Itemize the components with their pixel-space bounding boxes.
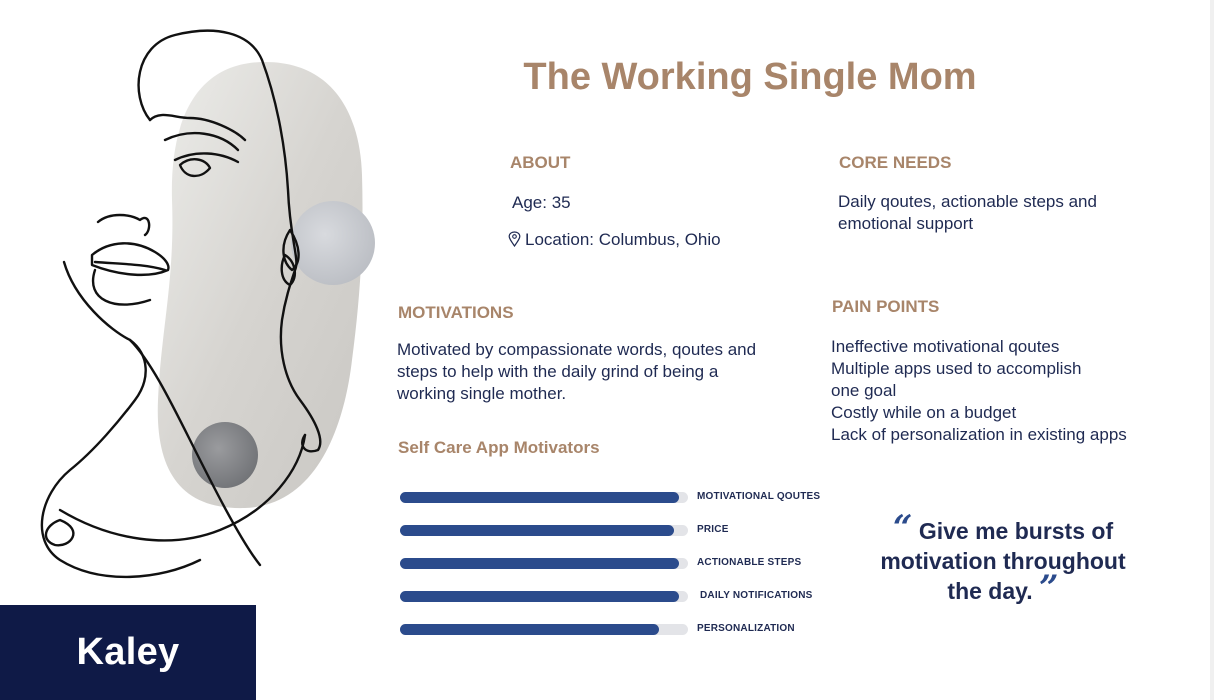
pain-points-list	[831, 336, 1127, 446]
app-motivators-heading: Self Care App Motivators	[398, 438, 600, 457]
motivator-label: DAILY NOTIFICATIONS	[700, 590, 813, 601]
motivator-row	[400, 587, 840, 620]
quote-text-line: the day.	[947, 578, 1033, 604]
close-quote-icon: ”	[1039, 568, 1059, 608]
persona-quote	[858, 508, 1148, 608]
motivator-row	[400, 488, 840, 521]
pain-point-item: Lack of personalization in existing apps	[831, 425, 1127, 444]
pain-point-item: Ineffective motivational qoutes	[831, 337, 1060, 356]
motivator-bar-fill	[400, 591, 679, 602]
persona-name: Kaley	[76, 631, 180, 673]
core-needs-text	[838, 191, 1097, 235]
pain-point-item: one goal	[831, 381, 897, 400]
stone-shape	[158, 62, 363, 508]
pain-points-heading: PAIN POINTS	[832, 297, 940, 316]
portrait-illustration	[0, 0, 420, 600]
motivator-label: MOTIVATIONAL QOUTES	[697, 491, 821, 502]
motivator-bar-fill	[400, 492, 679, 503]
motivations-line: working single mother.	[397, 384, 567, 403]
motivator-row	[400, 620, 840, 653]
quote-line-1	[858, 508, 1148, 548]
motivator-bar-track	[400, 525, 688, 536]
motivations-text	[397, 339, 756, 405]
motivator-bar-fill	[400, 558, 679, 569]
core-needs-line: emotional support	[838, 214, 974, 233]
motivator-row	[400, 554, 840, 587]
motivator-label: ACTIONABLE STEPS	[697, 557, 802, 568]
persona-title: The Working Single Mom	[523, 56, 977, 98]
motivator-bar-track	[400, 492, 688, 503]
motivator-row	[400, 521, 840, 554]
core-needs-line: Daily qoutes, actionable steps and	[838, 192, 1097, 211]
right-edge-divider	[1210, 0, 1214, 700]
about-location-row	[508, 229, 721, 253]
motivations-line: steps to help with the daily grind of being a	[397, 362, 719, 381]
motivator-label: PERSONALIZATION	[697, 623, 795, 634]
motivator-bar-fill	[400, 624, 659, 635]
quote-text-line: motivation throughout	[880, 548, 1126, 574]
motivations-heading: MOTIVATIONS	[398, 303, 514, 322]
motivator-bar-fill	[400, 525, 674, 536]
motivator-bar-track	[400, 558, 688, 569]
quote-line-3	[858, 568, 1148, 608]
motivator-bar-track	[400, 591, 688, 602]
about-heading: ABOUT	[510, 153, 571, 172]
light-circle	[291, 201, 375, 285]
about-location: Location: Columbus, Ohio	[525, 230, 721, 249]
pain-point-item: Multiple apps used to accomplish	[831, 359, 1082, 378]
map-pin-icon	[508, 231, 521, 253]
quote-text-line: Give me bursts of	[918, 518, 1114, 544]
motivator-bar-track	[400, 624, 688, 635]
persona-name-block	[0, 605, 256, 700]
motivations-line: Motivated by compassionate words, qoutes and	[397, 340, 757, 359]
core-needs-heading: CORE NEEDS	[839, 153, 952, 172]
motivator-label: PRICE	[697, 524, 729, 535]
dark-circle	[192, 422, 258, 488]
app-motivators-bars	[400, 488, 840, 653]
pain-point-item: Costly while on a budget	[831, 403, 1017, 422]
open-quote-icon: “	[892, 508, 913, 548]
about-age: Age: 35	[512, 193, 571, 212]
